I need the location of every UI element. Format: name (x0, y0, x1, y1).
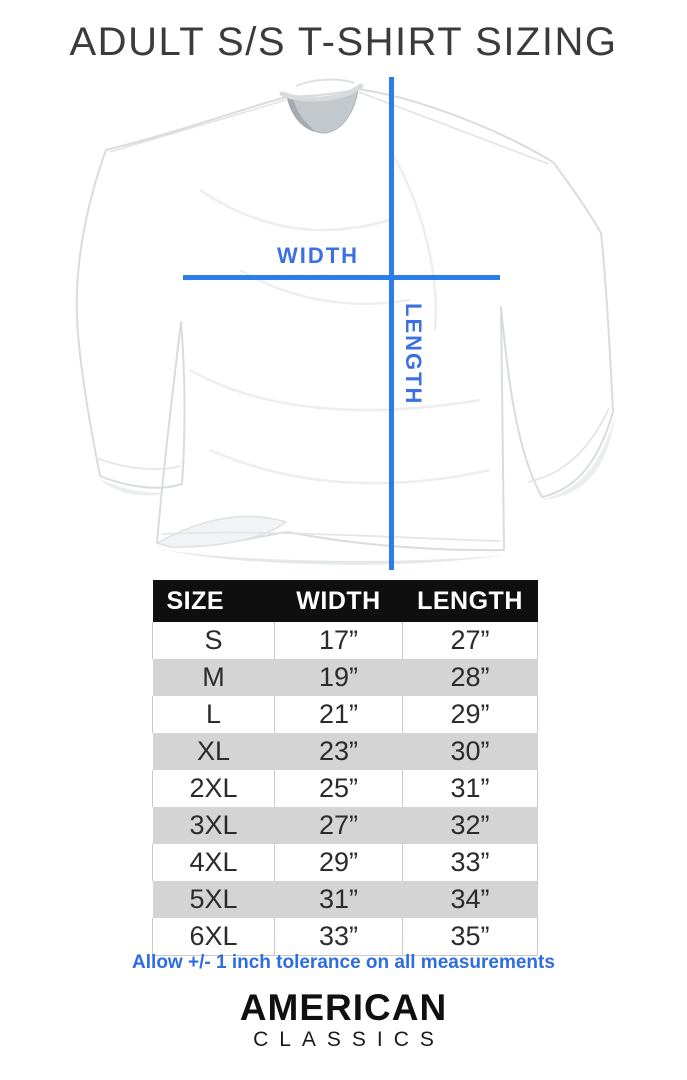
length-cell: 29” (403, 696, 538, 733)
width-cell: 25” (275, 770, 403, 807)
length-column-header: LENGTH (403, 580, 538, 622)
length-cell: 31” (403, 770, 538, 807)
size-cell: 3XL (189, 810, 238, 840)
length-cell: 30” (450, 736, 490, 766)
brand-name: AMERICAN (239, 987, 448, 1028)
page-title: ADULT S/S T-SHIRT SIZING (69, 20, 618, 64)
brand-subname: CLASSICS (253, 1028, 445, 1051)
size-cell: 6XL (153, 918, 275, 956)
table-row (153, 659, 538, 696)
table-header-row (153, 580, 538, 622)
size-cell: S (153, 622, 275, 659)
table-row (153, 622, 538, 659)
width-cell: 19” (318, 662, 359, 692)
table-row (153, 696, 538, 733)
table-row (153, 770, 538, 807)
width-cell: 31” (318, 884, 359, 914)
length-measure-line (389, 77, 394, 570)
width-cell: 17” (275, 622, 403, 659)
size-cell: XL (196, 736, 231, 766)
size-cell: 5XL (189, 884, 238, 914)
width-cell: 21” (275, 696, 403, 733)
length-cell: 33” (403, 844, 538, 881)
size-cell: M (202, 662, 225, 692)
width-cell: 33” (275, 918, 403, 956)
width-cell: 27” (318, 810, 359, 840)
width-column-header: WIDTH (275, 580, 403, 622)
size-column-header: SIZE (153, 580, 275, 622)
length-cell: 28” (450, 662, 490, 692)
size-cell: 4XL (153, 844, 275, 881)
tolerance-note: Allow +/- 1 inch tolerance on all measurements (132, 952, 555, 973)
size-cell: 2XL (153, 770, 275, 807)
width-cell: 23” (318, 736, 359, 766)
table-row (153, 807, 538, 844)
table-row (153, 918, 538, 956)
length-cell: 35” (403, 918, 538, 956)
length-cell: 27” (403, 622, 538, 659)
length-label: LENGTH (401, 303, 426, 406)
table-row (153, 844, 538, 881)
size-table (152, 580, 538, 956)
length-cell: 32” (450, 810, 490, 840)
width-cell: 29” (275, 844, 403, 881)
length-cell: 34” (450, 884, 490, 914)
width-label: WIDTH (276, 243, 360, 268)
table-row (153, 733, 538, 770)
size-cell: L (153, 696, 275, 733)
brand-logo (0, 988, 687, 1052)
width-measure-line (183, 275, 500, 280)
table-row (153, 881, 538, 918)
tshirt-image (60, 70, 630, 580)
